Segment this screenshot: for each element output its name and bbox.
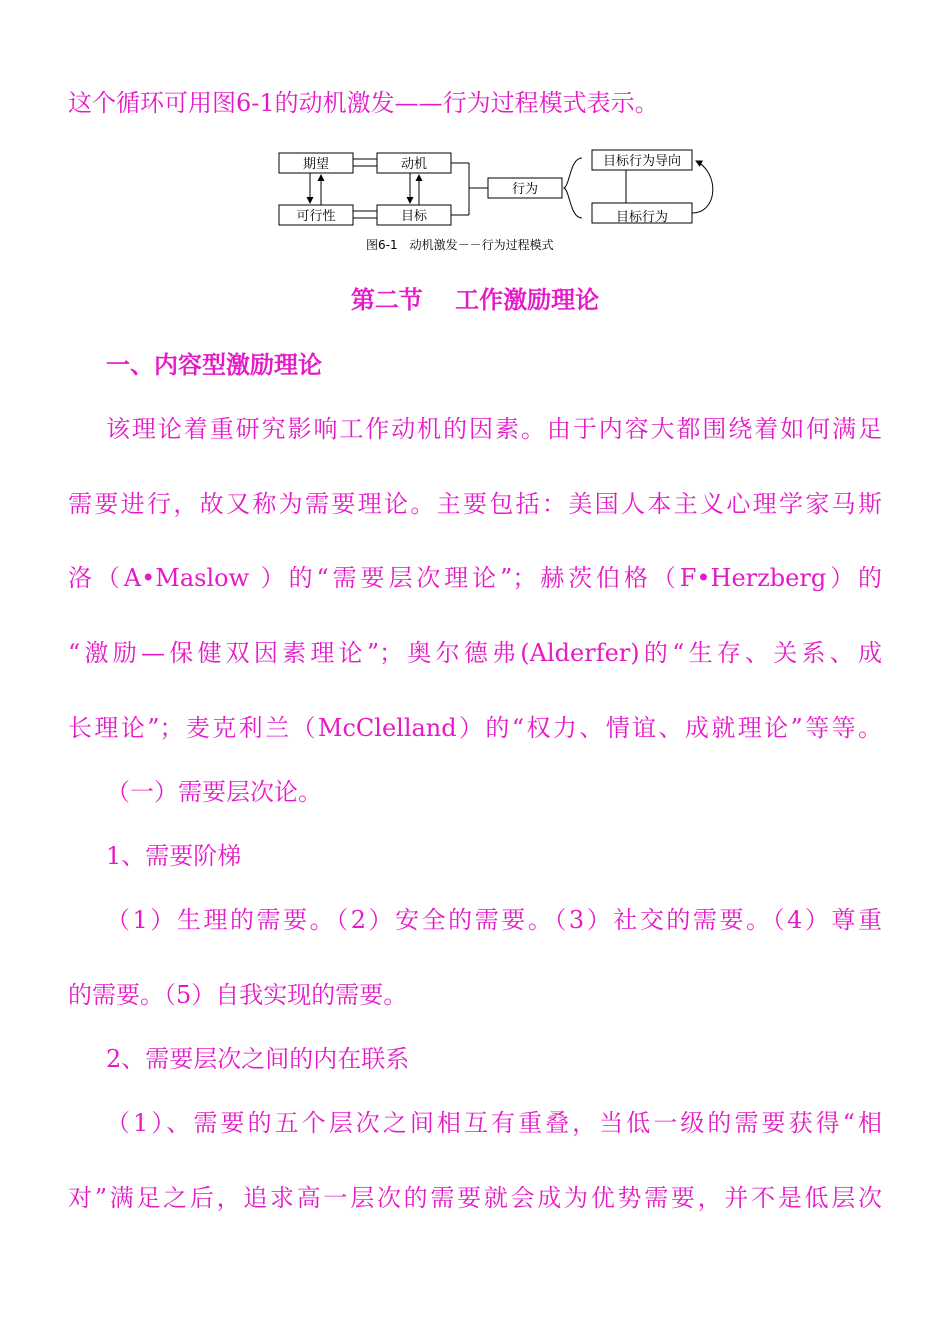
paragraph-2-line: 对”满足之后，追求高一层次的需要就会成为优势需要，并不是低层次	[68, 1184, 882, 1212]
label-goal: 目标	[400, 209, 428, 224]
item-heading: 2、需要层次之间的内在联系	[106, 1045, 410, 1073]
subsection-title: 一、内容型激励理论	[106, 351, 322, 379]
needs-list-line: 的需要。（5）自我实现的需要。	[68, 981, 408, 1009]
label-goal-behavior: 目标行为	[615, 210, 669, 225]
paragraph-1-line: 需要进行，故又称为需要理论。主要包括：美国人本主义心理学家马斯	[68, 490, 882, 518]
label-motive: 动机	[400, 157, 428, 172]
section-title: 第二节 工作激励理论	[350, 286, 600, 314]
intro-line: 这个循环可用图6-1的动机激发——行为过程模式表示。	[68, 89, 659, 117]
paragraph-1-line: 该理论着重研究影响工作动机的因素。由于内容大都围绕着如何满足	[106, 415, 882, 443]
label-feasibility: 可行性	[296, 209, 336, 224]
paragraph-1-line: “激励—保健双因素理论”；奥尔德弗(Alderfer)的“生存、关系、成	[68, 639, 882, 667]
item-heading: 1、需要阶梯	[106, 842, 242, 870]
label-behavior: 行为	[511, 182, 539, 197]
label-goal-directed: 目标行为导向	[602, 154, 682, 169]
figure-caption: 图6-1 动机激发－－行为过程模式	[366, 238, 554, 252]
item-heading: （一）需要层次论。	[106, 778, 322, 806]
label-expectation: 期望	[302, 157, 330, 172]
paragraph-1-line: 洛（A•Maslow ）的“需要层次理论”；赫茨伯格（F•Herzberg）的	[68, 564, 882, 592]
paragraph-2-line: （1）、需要的五个层次之间相互有重叠，当低一级的需要获得“相	[106, 1109, 882, 1137]
motivation-behavior-figure	[270, 145, 730, 260]
paragraph-1-line: 长理论”；麦克利兰（McClelland）的“权力、情谊、成就理论”等等。	[68, 714, 882, 742]
needs-list-line: （1）生理的需要。（2）安全的需要。（3）社交的需要。（4）尊重	[106, 906, 882, 934]
